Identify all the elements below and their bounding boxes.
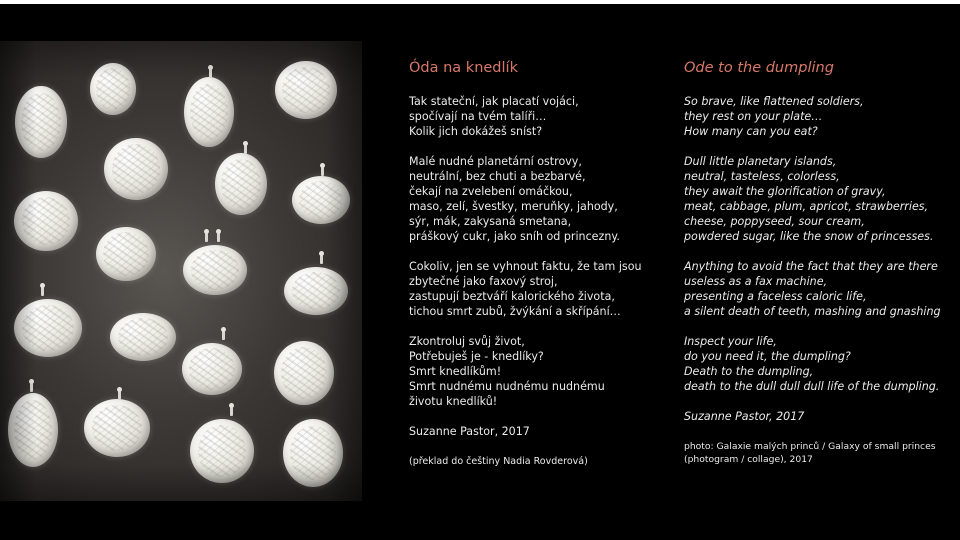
poem-line: they rest on your plate… <box>684 110 823 123</box>
poem-line: they await the glorification of gravy, <box>684 185 886 198</box>
dumpling-shape <box>96 227 156 281</box>
poem-line: Smrt nudnému nudnému nudnému <box>409 380 605 393</box>
tiny-figure <box>209 69 212 78</box>
poem-line: Anything to avoid the fact that they are there <box>684 260 938 273</box>
tiny-figure <box>41 287 44 296</box>
dumpling-shape <box>275 61 337 119</box>
dumpling-shape <box>104 138 168 200</box>
poem-line: Zkontroluj svůj život, <box>409 335 525 348</box>
poem-line: Tak stateční, jak placatí vojáci, <box>409 95 579 108</box>
english-poem <box>684 58 960 466</box>
photo-credit-line: photo: Galaxie malých princů / Galaxy of small princes <box>684 441 936 452</box>
poem-line: Dull little planetary islands, <box>684 155 837 168</box>
slide <box>0 4 960 540</box>
dumpling-shape <box>283 419 343 487</box>
poem-line: powdered sugar, like the snow of princesses. <box>684 230 934 243</box>
poem-line: meat, cabbage, plum, apricot, strawberries, <box>684 200 929 213</box>
dumpling-shape <box>184 77 234 147</box>
tiny-figure <box>217 233 220 242</box>
poem-line: tichou smrt zubů, žvýkání a skřípání… <box>409 305 621 318</box>
dumpling-shape <box>110 313 176 361</box>
dumpling-shape <box>14 299 82 357</box>
poem-line: cheese, poppyseed, sour cream, <box>684 215 865 228</box>
poem-line: presenting a faceless caloric life, <box>684 290 867 303</box>
poem-line: práškový cukr, jako sníh od princezny. <box>409 230 620 243</box>
poem-line: sýr, mák, zakysaná smetana, <box>409 215 572 228</box>
english-stanza-3 <box>684 259 960 319</box>
tiny-figure <box>222 331 225 340</box>
photogram-artwork <box>0 41 362 501</box>
poem-line: How many can you eat? <box>684 125 818 138</box>
english-stanza-2 <box>684 154 960 244</box>
tiny-figure <box>118 391 121 400</box>
english-stanza-4 <box>684 334 960 394</box>
czech-stanza-2 <box>409 154 669 244</box>
translation-note: (překlad do češtiny Nadia Rovderová) <box>409 456 588 467</box>
tiny-figure <box>320 255 323 264</box>
poem-line: čekají na zvelebení omáčkou, <box>409 185 573 198</box>
tiny-figure <box>230 407 233 416</box>
dumpling-shape <box>90 63 136 115</box>
poem-line: Malé nudné planetární ostrovy, <box>409 155 582 168</box>
czech-poem-title: Óda na knedlík <box>409 60 518 76</box>
dumpling-shape <box>215 153 267 215</box>
english-author: Suzanne Pastor, 2017 <box>684 410 805 423</box>
poem-line: a silent death of teeth, mashing and gnashing <box>684 305 941 318</box>
poem-line: neutrální, bez chuti a bezbarvé, <box>409 170 586 183</box>
poem-line: useless as a fax machine, <box>684 275 828 288</box>
dumpling-shape <box>8 393 58 467</box>
czech-poem <box>409 58 669 468</box>
tiny-figure <box>30 383 33 392</box>
poem-line: death to the dull dull dull life of the dumpling. <box>684 380 940 393</box>
english-stanza-1 <box>684 94 960 139</box>
dumpling-shape <box>274 341 334 405</box>
dumpling-shape <box>183 245 247 295</box>
dumpling-shape <box>182 343 242 395</box>
poem-line: zastupují beztváří kalorického života, <box>409 290 615 303</box>
photo-credit-line: (photogram / collage), 2017 <box>684 454 813 465</box>
dumpling-shape <box>292 176 350 224</box>
poem-line: maso, zelí, švestky, meruňky, jahody, <box>409 200 618 213</box>
dumpling-shape <box>190 419 254 483</box>
czech-author: Suzanne Pastor, 2017 <box>409 425 530 438</box>
tiny-figure <box>205 233 208 242</box>
poem-line: Death to the dumpling, <box>684 365 814 378</box>
czech-stanza-1 <box>409 94 669 139</box>
poem-line: So brave, like flattened soldiers, <box>684 95 864 108</box>
dumpling-shape <box>84 399 150 457</box>
dumpling-shape <box>14 191 78 251</box>
poem-line: Potřebuješ je - knedlíky? <box>409 350 544 363</box>
dumpling-shape <box>284 267 348 315</box>
poem-line: Inspect your life, <box>684 335 777 348</box>
poem-line: Cokoliv, jen se vyhnout faktu, že tam jsou <box>409 260 642 273</box>
czech-stanza-4 <box>409 334 669 409</box>
czech-stanza-3 <box>409 259 669 319</box>
poem-line: neutral, tasteless, colorless, <box>684 170 840 183</box>
poem-line: do you need it, the dumpling? <box>684 350 851 363</box>
tiny-figure <box>244 145 247 154</box>
dumpling-shape <box>15 86 67 158</box>
english-poem-title: Ode to the dumpling <box>684 60 834 76</box>
poem-line: Kolik jich dokážeš sníst? <box>409 125 543 138</box>
poem-line: zbytečné jako faxový stroj, <box>409 275 558 288</box>
poem-line: Smrt knedlíkům! <box>409 365 502 378</box>
poem-line: životu knedlíků! <box>409 395 498 408</box>
poem-line: spočívají na tvém talíři… <box>409 110 547 123</box>
tiny-figure <box>321 167 324 176</box>
